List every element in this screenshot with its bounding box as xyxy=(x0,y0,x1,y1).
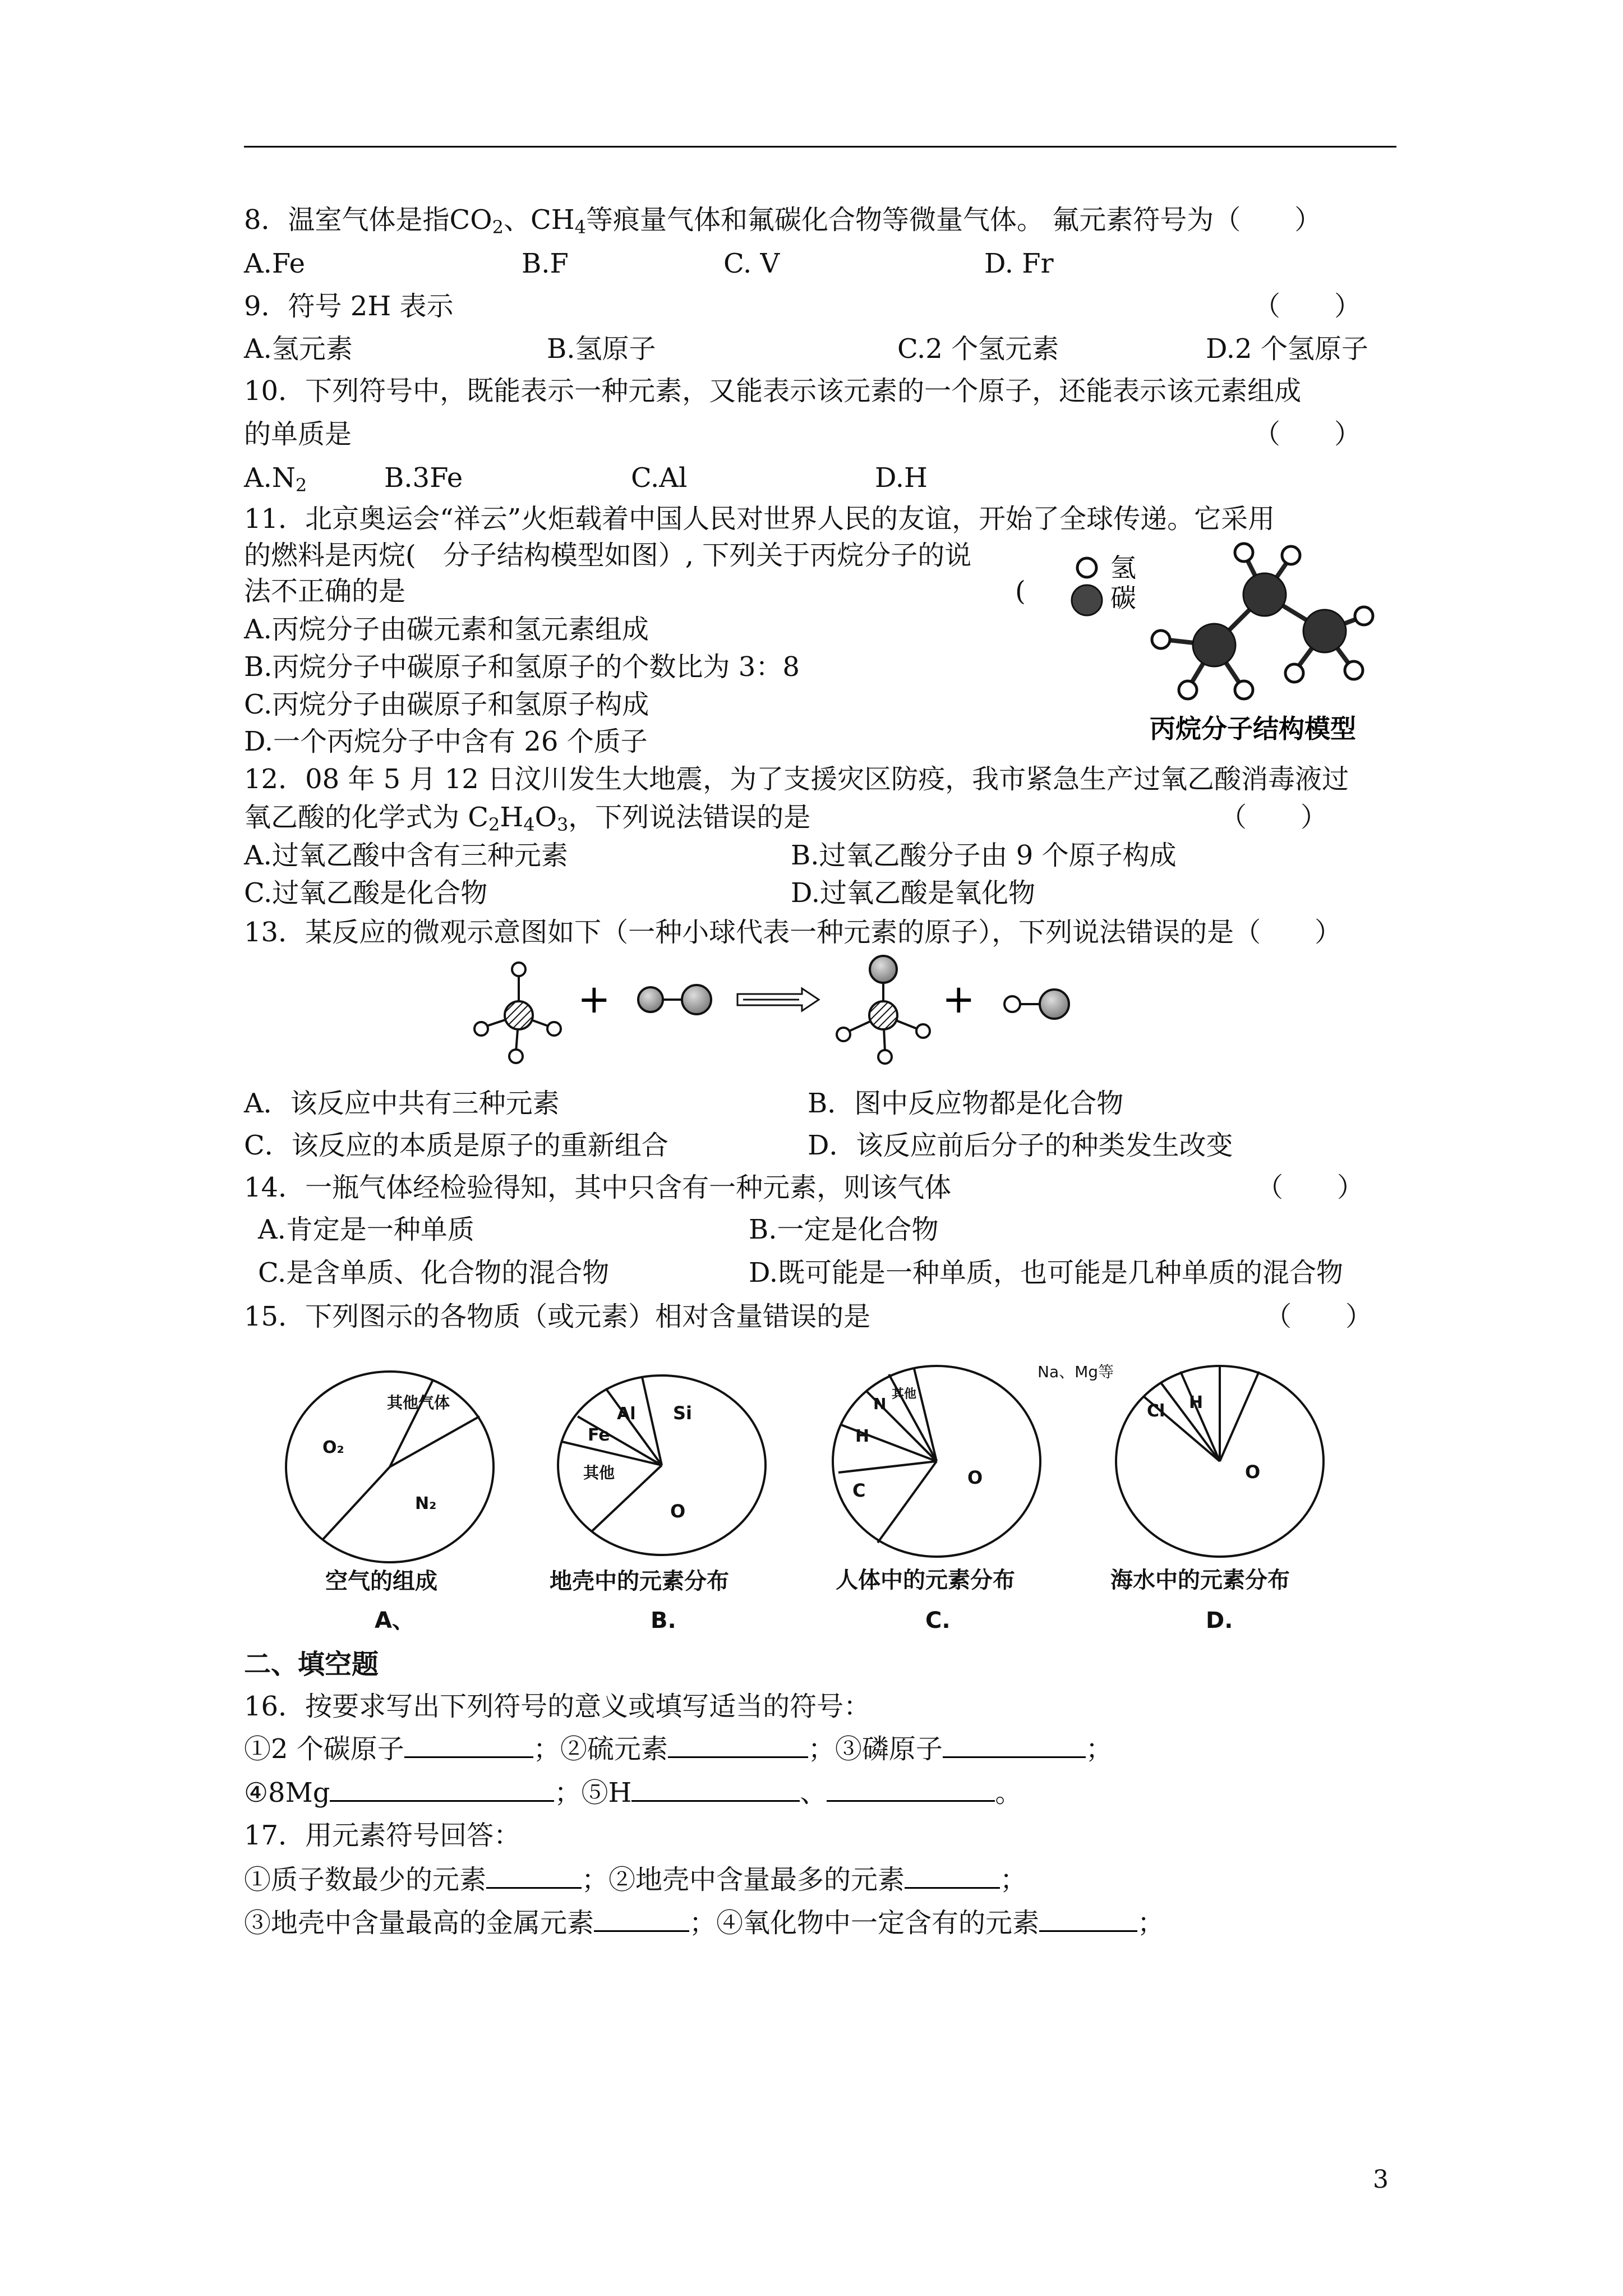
q11-option-d: D.一个丙烷分子中含有 26 个质子 xyxy=(244,726,648,757)
q11-option-c: C.丙烷分子由碳原子和氢原子构成 xyxy=(244,689,649,720)
q17-blank-3[interactable] xyxy=(594,1904,689,1932)
q12-option-d: D.过氧乙酸是氧化物 xyxy=(791,877,1036,909)
q12-stem-2: 氧乙酸的化学式为 $C_2H_4O_3$，下列说法错误的是 xyxy=(244,802,811,835)
q9-paren: （ ） xyxy=(1253,291,1362,322)
q14-paren: （ ） xyxy=(1256,1172,1364,1203)
q8-option-b: B.F xyxy=(522,248,569,279)
q16-line-1: ①2 个碳原子 ；②硫元素 ；③磷原子 ； xyxy=(244,1731,1113,1767)
q9-stem: 9．符号 2H 表示 xyxy=(244,291,454,322)
q17-blank-1[interactable] xyxy=(486,1861,582,1889)
q11-stem-3: 法不正确的是 xyxy=(244,576,406,607)
pie-b-label-al: Al xyxy=(617,1404,636,1424)
pie-chart-seawater xyxy=(1116,1366,1324,1557)
pie-c-label-c: C xyxy=(852,1480,866,1501)
q10-stem-1: 10．下列符号中，既能表示一种元素，又能表示该元素的一个原子，还能表示该元素组成 xyxy=(244,375,1302,407)
page-number: 3 xyxy=(1373,2165,1389,2194)
hydrogen-atom xyxy=(1355,607,1373,625)
q13-option-d: D．该反应前后分子的种类发生改变 xyxy=(808,1130,1233,1161)
pie-charts-figure xyxy=(269,1358,1385,1638)
pie-a-label-other: 其他气体 xyxy=(387,1393,450,1412)
q10-option-c: C.Al xyxy=(631,462,688,494)
hydrogen-atom xyxy=(1282,546,1300,564)
hydrogen-atom xyxy=(1152,631,1170,648)
q17-line-1: ①质子数最少的元素 ；②地壳中含量最多的元素 ； xyxy=(244,1861,1027,1898)
reactant-molecule-2 xyxy=(638,985,711,1014)
pie-d-label-h: H xyxy=(1189,1393,1204,1412)
plus-sign: + xyxy=(942,976,975,1022)
hydrogen-atom xyxy=(1235,681,1253,699)
pie-d-label-cl: Cl xyxy=(1147,1401,1165,1421)
carbon-atom xyxy=(1303,610,1346,652)
pie-c-title: 人体中的元素分布 xyxy=(836,1567,1015,1593)
legend-hydrogen-ball xyxy=(1077,558,1096,577)
pie-a-label-n2: N₂ xyxy=(415,1494,437,1513)
q9-option-a: A.氢元素 xyxy=(244,333,353,365)
q11-option-a: A.丙烷分子由碳元素和氢元素组成 xyxy=(244,614,649,645)
q16-line-2: ④8Mg ；⑤H 、 。 xyxy=(244,1774,1022,1811)
header-rule xyxy=(244,146,1396,148)
q17-blank-2[interactable] xyxy=(905,1861,1000,1889)
q15-paren: （ ） xyxy=(1265,1301,1373,1332)
pie-c-label-n: N xyxy=(873,1395,887,1413)
q16-stem: 16．按要求写出下列符号的意义或填写适当的符号： xyxy=(244,1691,871,1722)
pie-d-label-o: O xyxy=(1245,1461,1261,1483)
q9-option-b: B.氢原子 xyxy=(547,333,656,365)
q15-stem: 15．下列图示的各物质（或元素）相对含量错误的是 xyxy=(244,1301,871,1332)
q12-option-b: B.过氧乙酸分子由 9 个原子构成 xyxy=(791,840,1177,871)
q14-option-d: D.既可能是一种单质，也可能是几种单质的混合物 xyxy=(749,1257,1344,1289)
pie-a-letter: A、 xyxy=(375,1608,414,1634)
pie-b-label-o: O xyxy=(670,1501,686,1522)
q11-paren: ( xyxy=(1015,576,1026,607)
product-molecule-2 xyxy=(1004,990,1069,1019)
pie-c-letter: C. xyxy=(925,1608,951,1634)
q8-stem: 8．温室气体是指$CO_2$、$CH_4$等痕量气体和氟碳化合物等微量气体。 氟元素符号为（ ） xyxy=(244,204,1322,238)
hydrogen-atom xyxy=(1285,664,1303,682)
q17-blank-4[interactable] xyxy=(1039,1904,1137,1932)
propane-model-caption: 丙烷分子结构模型 xyxy=(1150,714,1356,744)
pie-c-label-o: O xyxy=(967,1467,983,1488)
q13-option-b: B．图中反应物都是化合物 xyxy=(808,1088,1124,1119)
pie-c-label-other: 其他 xyxy=(892,1387,917,1401)
hydrogen-atom xyxy=(1179,681,1197,699)
q10-option-a: $A.N_2$ xyxy=(244,462,307,496)
q11-option-b: B.丙烷分子中碳原子和氢原子的个数比为 3：8 xyxy=(244,651,800,683)
q16-blank-6[interactable] xyxy=(827,1774,995,1802)
q10-option-b: B.3Fe xyxy=(384,462,463,494)
pie-b-label-si: Si xyxy=(673,1402,693,1424)
reactant-molecule-1 xyxy=(474,963,561,1063)
legend-carbon-ball xyxy=(1072,585,1102,615)
q16-blank-3[interactable] xyxy=(943,1731,1086,1758)
pie-d-title: 海水中的元素分布 xyxy=(1110,1567,1290,1593)
hydrogen-atom xyxy=(1235,544,1253,562)
hydrogen-atom xyxy=(1345,661,1363,679)
q16-blank-5[interactable] xyxy=(631,1774,800,1802)
propane-model-figure xyxy=(1054,533,1402,757)
q10-option-d: D.H xyxy=(875,462,928,494)
q16-blank-1[interactable] xyxy=(404,1731,533,1758)
q13-option-c: C．该反应的本质是原子的重新组合 xyxy=(244,1130,668,1161)
pie-a-label-o2: O₂ xyxy=(322,1438,344,1457)
q10-paren: （ ） xyxy=(1253,418,1362,450)
q14-stem: 14．一瓶气体经检验得知，其中只含有一种元素，则该气体 xyxy=(244,1172,952,1203)
reaction-diagram xyxy=(460,954,1088,1077)
q13-option-a: A．该反应中共有三种元素 xyxy=(244,1088,560,1119)
q11-stem-2: 的燃料是丙烷( 分子结构模型如图）, 下列关于丙烷分子的说 xyxy=(244,540,972,571)
q12-option-c: C.过氧乙酸是化合物 xyxy=(244,877,488,909)
q10-stem-2: 的单质是 xyxy=(244,418,352,450)
q9-option-d: D.2 个氢原子 xyxy=(1206,333,1368,365)
q14-option-c: C.是含单质、化合物的混合物 xyxy=(258,1257,610,1289)
pie-b-label-other: 其他 xyxy=(583,1464,615,1482)
q8-option-a: A.Fe xyxy=(244,248,306,279)
pie-chart-human-body xyxy=(833,1366,1040,1557)
q12-option-a: A.过氧乙酸中含有三种元素 xyxy=(244,840,568,871)
q8-option-c: C. V xyxy=(723,248,780,279)
pie-d-label-na-mg: Na、Mg等 xyxy=(1038,1363,1114,1381)
reaction-arrow xyxy=(737,988,819,1011)
q8-option-d: D. Fr xyxy=(984,248,1054,279)
section-heading-fill-in: 二、填空题 xyxy=(244,1649,379,1680)
pie-b-label-fe: Fe xyxy=(588,1425,610,1445)
pie-c-label-h: H xyxy=(855,1427,870,1446)
q12-stem-1: 12．08 年 5 月 12 日汶川发生大地震，为了支援灾区防疫，我市紧急生产过氧乙酸消毒液过 xyxy=(244,763,1349,795)
q16-blank-2[interactable] xyxy=(668,1731,808,1758)
q13-stem: 13．某反应的微观示意图如下（一种小球代表一种元素的原子），下列说法错误的是（ ） xyxy=(244,917,1342,948)
q12-paren: （ ） xyxy=(1220,802,1328,833)
q9-option-c: C.2 个氢元素 xyxy=(897,333,1059,365)
product-molecule-1 xyxy=(837,956,930,1064)
pie-d-letter: D. xyxy=(1206,1608,1233,1634)
q14-option-b: B.一定是化合物 xyxy=(749,1214,939,1245)
q17-line-2: ③地壳中含量最高的金属元素 ；④氧化物中一定含有的元素 ； xyxy=(244,1904,1164,1941)
plus-sign: + xyxy=(578,976,611,1022)
legend-carbon-label: 碳 xyxy=(1110,583,1136,613)
pie-b-title: 地壳中的元素分布 xyxy=(550,1568,729,1594)
carbon-atom xyxy=(1243,573,1286,616)
q11-stem-1: 11．北京奥运会“祥云”火炬载着中国人民对世界人民的友谊，开始了全球传递。它采用 xyxy=(244,503,1275,535)
legend-hydrogen-label: 氢 xyxy=(1110,553,1136,583)
pie-b-letter: B. xyxy=(651,1608,676,1634)
q17-stem: 17．用元素符号回答： xyxy=(244,1820,521,1851)
pie-a-title: 空气的组成 xyxy=(325,1568,437,1594)
carbon-atom xyxy=(1193,624,1235,666)
q14-option-a: A.肯定是一种单质 xyxy=(258,1214,474,1245)
q16-blank-4[interactable] xyxy=(330,1774,554,1802)
